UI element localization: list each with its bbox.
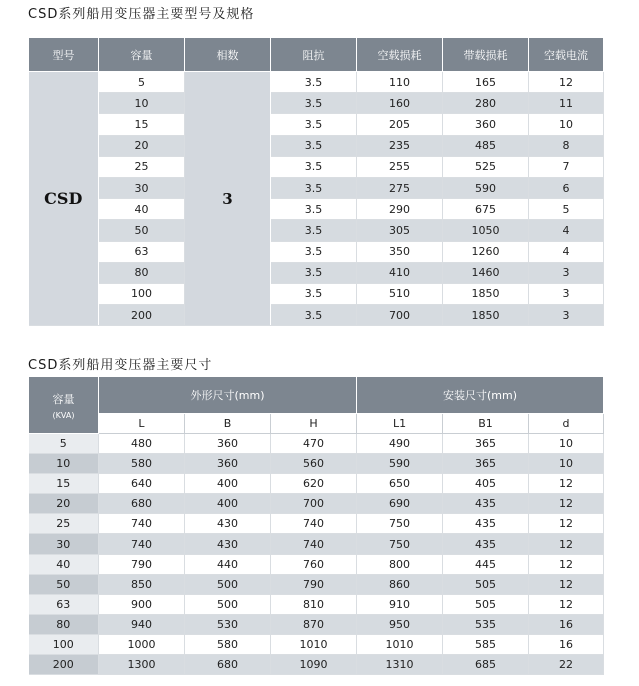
spec-table-title: CSD系列船用变压器主要型号及规格 — [28, 7, 255, 22]
impedance-cell: 3.5 — [271, 283, 357, 304]
impedance-cell: 3.5 — [271, 305, 357, 326]
length-cell: 940 — [99, 614, 185, 634]
no-load-loss-cell: 305 — [357, 220, 443, 241]
install-length-cell: 650 — [357, 474, 443, 494]
width-cell: 360 — [185, 434, 271, 454]
impedance-cell: 3.5 — [271, 93, 357, 114]
width-cell: 530 — [185, 614, 271, 634]
no-load-current-cell: 3 — [529, 283, 604, 304]
height-cell: 740 — [271, 514, 357, 534]
install-length-cell: 800 — [357, 554, 443, 574]
width-cell: 500 — [185, 574, 271, 594]
capacity-cell: 50 — [29, 574, 99, 594]
capacity-cell: 40 — [29, 554, 99, 574]
impedance-cell: 3.5 — [271, 262, 357, 283]
table-row — [29, 494, 604, 514]
table-row — [29, 135, 604, 156]
install-width-cell: 365 — [443, 434, 529, 454]
table-row — [29, 655, 604, 675]
width-cell: 680 — [185, 655, 271, 675]
height-cell: 740 — [271, 534, 357, 554]
length-cell: 640 — [99, 474, 185, 494]
header-no-load-loss: 空载损耗 — [357, 38, 443, 72]
capacity-cell: 25 — [99, 156, 185, 177]
spec-table-header-row — [29, 38, 604, 72]
header-outline-dimensions: 外形尺寸(mm) — [99, 377, 357, 414]
table-row — [29, 594, 604, 614]
no-load-current-cell: 7 — [529, 156, 604, 177]
height-cell: 700 — [271, 494, 357, 514]
table-row — [29, 534, 604, 554]
model-cell: CSD — [29, 72, 99, 326]
table-row — [29, 220, 604, 241]
table-row — [29, 454, 604, 474]
capacity-cell: 20 — [99, 135, 185, 156]
sub-header-h: H — [271, 414, 357, 434]
load-loss-cell: 1260 — [443, 241, 529, 262]
table-row — [29, 554, 604, 574]
install-width-cell: 405 — [443, 474, 529, 494]
table-row — [29, 474, 604, 494]
sub-header-b1: B1 — [443, 414, 529, 434]
install-length-cell: 950 — [357, 614, 443, 634]
bolt-diameter-cell: 12 — [529, 594, 604, 614]
install-width-cell: 505 — [443, 574, 529, 594]
capacity-cell: 80 — [99, 262, 185, 283]
install-length-cell: 750 — [357, 534, 443, 554]
load-loss-cell: 590 — [443, 177, 529, 198]
capacity-cell: 5 — [99, 72, 185, 93]
no-load-current-cell: 11 — [529, 93, 604, 114]
impedance-cell: 3.5 — [271, 156, 357, 177]
no-load-loss-cell: 255 — [357, 156, 443, 177]
dimension-table-group-row — [29, 377, 604, 414]
length-cell: 790 — [99, 554, 185, 574]
no-load-loss-cell: 410 — [357, 262, 443, 283]
width-cell: 400 — [185, 474, 271, 494]
table-row — [29, 72, 604, 93]
install-width-cell: 535 — [443, 614, 529, 634]
capacity-cell: 50 — [99, 220, 185, 241]
capacity-cell: 30 — [29, 534, 99, 554]
sub-header-l1: L1 — [357, 414, 443, 434]
no-load-current-cell: 10 — [529, 114, 604, 135]
dimension-table — [28, 376, 604, 675]
capacity-unit-label: (KVA) — [52, 410, 75, 420]
impedance-cell: 3.5 — [271, 114, 357, 135]
install-width-cell: 435 — [443, 534, 529, 554]
header-model: 型号 — [29, 38, 99, 72]
header-no-load-current: 空载电流 — [529, 38, 604, 72]
header-capacity-kva — [29, 377, 99, 434]
length-cell: 850 — [99, 574, 185, 594]
load-loss-cell: 360 — [443, 114, 529, 135]
table-row — [29, 93, 604, 114]
load-loss-cell: 525 — [443, 156, 529, 177]
install-width-cell: 445 — [443, 554, 529, 574]
length-cell: 680 — [99, 494, 185, 514]
install-width-cell: 435 — [443, 514, 529, 534]
bolt-diameter-cell: 16 — [529, 634, 604, 654]
install-length-cell: 860 — [357, 574, 443, 594]
height-cell: 760 — [271, 554, 357, 574]
bolt-diameter-cell: 12 — [529, 554, 604, 574]
dimension-table-title: CSD系列船用变压器主要尺寸 — [28, 358, 213, 373]
length-cell: 740 — [99, 514, 185, 534]
height-cell: 470 — [271, 434, 357, 454]
table-row — [29, 514, 604, 534]
capacity-header-label: 容量 — [52, 392, 75, 406]
height-cell: 620 — [271, 474, 357, 494]
install-width-cell: 585 — [443, 634, 529, 654]
load-loss-cell: 280 — [443, 93, 529, 114]
impedance-cell: 3.5 — [271, 177, 357, 198]
no-load-loss-cell: 290 — [357, 199, 443, 220]
bolt-diameter-cell: 12 — [529, 494, 604, 514]
no-load-loss-cell: 350 — [357, 241, 443, 262]
load-loss-cell: 1460 — [443, 262, 529, 283]
sub-header-l: L — [99, 414, 185, 434]
bolt-diameter-cell: 12 — [529, 574, 604, 594]
length-cell: 480 — [99, 434, 185, 454]
table-row — [29, 241, 604, 262]
header-install-dimensions: 安装尺寸(mm) — [357, 377, 604, 414]
bolt-diameter-cell: 12 — [529, 534, 604, 554]
capacity-cell: 30 — [99, 177, 185, 198]
impedance-cell: 3.5 — [271, 72, 357, 93]
capacity-cell: 100 — [29, 634, 99, 654]
load-loss-cell: 165 — [443, 72, 529, 93]
height-cell: 810 — [271, 594, 357, 614]
no-load-current-cell: 12 — [529, 72, 604, 93]
capacity-cell: 100 — [99, 283, 185, 304]
length-cell: 1300 — [99, 655, 185, 675]
length-cell: 740 — [99, 534, 185, 554]
load-loss-cell: 485 — [443, 135, 529, 156]
header-capacity: 容量 — [99, 38, 185, 72]
height-cell: 1090 — [271, 655, 357, 675]
install-length-cell: 1310 — [357, 655, 443, 675]
width-cell: 430 — [185, 534, 271, 554]
table-row — [29, 574, 604, 594]
capacity-cell: 15 — [99, 114, 185, 135]
load-loss-cell: 1850 — [443, 305, 529, 326]
capacity-cell: 63 — [29, 594, 99, 614]
no-load-loss-cell: 510 — [357, 283, 443, 304]
install-width-cell: 505 — [443, 594, 529, 614]
no-load-current-cell: 3 — [529, 262, 604, 283]
bolt-diameter-cell: 12 — [529, 474, 604, 494]
install-length-cell: 750 — [357, 514, 443, 534]
capacity-cell: 63 — [99, 241, 185, 262]
capacity-cell: 10 — [99, 93, 185, 114]
no-load-loss-cell: 700 — [357, 305, 443, 326]
table-row — [29, 614, 604, 634]
no-load-current-cell: 8 — [529, 135, 604, 156]
capacity-cell: 200 — [99, 305, 185, 326]
capacity-cell: 25 — [29, 514, 99, 534]
no-load-loss-cell: 110 — [357, 72, 443, 93]
width-cell: 430 — [185, 514, 271, 534]
install-width-cell: 685 — [443, 655, 529, 675]
table-row — [29, 305, 604, 326]
length-cell: 580 — [99, 454, 185, 474]
width-cell: 500 — [185, 594, 271, 614]
height-cell: 790 — [271, 574, 357, 594]
capacity-cell: 20 — [29, 494, 99, 514]
capacity-cell: 200 — [29, 655, 99, 675]
bolt-diameter-cell: 16 — [529, 614, 604, 634]
install-length-cell: 910 — [357, 594, 443, 614]
header-phase: 相数 — [185, 38, 271, 72]
capacity-cell: 5 — [29, 434, 99, 454]
install-length-cell: 690 — [357, 494, 443, 514]
table-row — [29, 262, 604, 283]
capacity-cell: 40 — [99, 199, 185, 220]
length-cell: 900 — [99, 594, 185, 614]
width-cell: 360 — [185, 454, 271, 474]
table-row — [29, 156, 604, 177]
load-loss-cell: 1850 — [443, 283, 529, 304]
load-loss-cell: 1050 — [443, 220, 529, 241]
bolt-diameter-cell: 10 — [529, 454, 604, 474]
length-cell: 1000 — [99, 634, 185, 654]
height-cell: 1010 — [271, 634, 357, 654]
install-width-cell: 435 — [443, 494, 529, 514]
phase-cell: 3 — [185, 72, 271, 326]
no-load-loss-cell: 275 — [357, 177, 443, 198]
capacity-cell: 10 — [29, 454, 99, 474]
table-row — [29, 177, 604, 198]
load-loss-cell: 675 — [443, 199, 529, 220]
no-load-current-cell: 5 — [529, 199, 604, 220]
sub-header-d: d — [529, 414, 604, 434]
impedance-cell: 3.5 — [271, 220, 357, 241]
header-load-loss: 带载损耗 — [443, 38, 529, 72]
header-impedance: 阻抗 — [271, 38, 357, 72]
install-length-cell: 590 — [357, 454, 443, 474]
bolt-diameter-cell: 22 — [529, 655, 604, 675]
no-load-current-cell: 6 — [529, 177, 604, 198]
capacity-cell: 15 — [29, 474, 99, 494]
no-load-loss-cell: 235 — [357, 135, 443, 156]
impedance-cell: 3.5 — [271, 199, 357, 220]
no-load-current-cell: 4 — [529, 220, 604, 241]
table-row — [29, 199, 604, 220]
impedance-cell: 3.5 — [271, 241, 357, 262]
no-load-loss-cell: 205 — [357, 114, 443, 135]
no-load-current-cell: 3 — [529, 305, 604, 326]
no-load-current-cell: 4 — [529, 241, 604, 262]
install-length-cell: 490 — [357, 434, 443, 454]
width-cell: 400 — [185, 494, 271, 514]
sub-header-b: B — [185, 414, 271, 434]
impedance-cell: 3.5 — [271, 135, 357, 156]
install-length-cell: 1010 — [357, 634, 443, 654]
capacity-cell: 80 — [29, 614, 99, 634]
table-row — [29, 434, 604, 454]
height-cell: 870 — [271, 614, 357, 634]
dimension-table-sub-header-row — [29, 414, 604, 434]
install-width-cell: 365 — [443, 454, 529, 474]
width-cell: 580 — [185, 634, 271, 654]
width-cell: 440 — [185, 554, 271, 574]
bolt-diameter-cell: 10 — [529, 434, 604, 454]
no-load-loss-cell: 160 — [357, 93, 443, 114]
bolt-diameter-cell: 12 — [529, 514, 604, 534]
table-row — [29, 634, 604, 654]
table-row — [29, 283, 604, 304]
height-cell: 560 — [271, 454, 357, 474]
table-row — [29, 114, 604, 135]
spec-table — [28, 37, 604, 326]
